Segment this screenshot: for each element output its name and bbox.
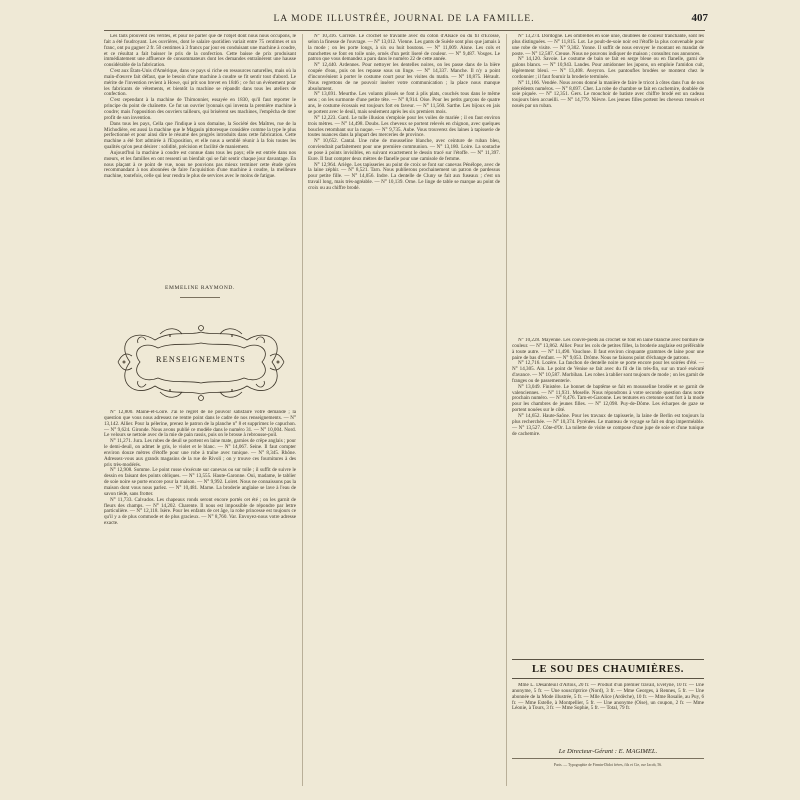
answer-paragraph: N° 10,316. Corrèze. Le crochet se travaille avec du coton d'Alsace ou du fil d'Écosse, selon la finesse de l'ouvrage. — N° 13,012. Vienne. Les gants de Suède sont plus que jamais à la mode ; on les porte longs, à six ou huit boutons. — N° 11,009. Aisne. Les cols et manchettes se font en toile unie, ornés d'un petit liseré de couleur. — N° 9,487. Vosges. Le patron que vous demandez a paru dans le numéro 22 de cette année. bbox=[308, 34, 500, 63]
signature-rule bbox=[180, 297, 220, 298]
printer-imprint: Paris. — Typographie de Firmin-Didot frères, fils et Cie, rue Jacob, 56. bbox=[553, 763, 663, 767]
footer-rule bbox=[512, 758, 704, 759]
answer-paragraph: N° 11,271. Jura. Les robes de deuil se portent en laine mate, garnies de crêpe anglais ; pour le demi-deuil, on admet le gris, le violet et le blanc. — N° 14,067. Seine. Il faut compter environ douze mètres d'étoffe pour une robe à traîne avec tunique. — N° 8,345. Rhône. Adressez-vous aux grands magasins de la rue de Rivoli ; on y trouve ces fournitures à des prix très-modérés. bbox=[104, 438, 296, 468]
answer-paragraph: N° 13,691. Meurthe. Les volants plissés se font à plis plats, couchés tous dans le même sens ; on les surmonte d'une petite tête. — N° 8,914. Oise. Pour les petits garçons de quatre ans, le costume écossais est toujours fort en faveur. — N° 11,560. Sarthe. Les bijoux en jais se portent avec le deuil, mais seulement après les six premiers mois. bbox=[308, 91, 500, 115]
donations-paragraph: Mme L. Desanteuil d'Artois, 20 fr. — Produit d'un premier travail, Evelyne, 10 fr. — Une anonyme, 5 fr. — Une souscriptrice (Nord), 3 fr. — Mme Georges, à Rennes, 5 fr. — Une abonnée de la Mode illustrée, 5 fr. — Mlle Alice (Ardèche), 10 fr. — Mme Rosalie, au Puy, 6 fr. — Mme Estelle, à Montpellier, 5 fr. — Une anonyme (Oise), un coupon, 2 fr. — Mme Léonie, à Tours, 3 fr. — Mme Sophie, 5 fr. — Total, 79 fr. bbox=[512, 683, 704, 712]
running-title: LA MODE ILLUSTRÉE, JOURNAL DE LA FAMILLE. bbox=[273, 13, 535, 24]
column-divider bbox=[302, 34, 303, 786]
banner-title: RENSEIGNEMENTS bbox=[152, 355, 250, 369]
answer-paragraph: N° 12,800. Maine-et-Loire. J'ai le regret de ne pouvoir satisfaire votre demande ; la question que vous nous adressez ne rentre point dans le cadre de nos renseignements. — N° 13,142. Allier. Pour la pélerine, prenez le patron de la planche n° 8 et supprimez le capuchon. — N° 9,624. Gironde. Nous avons publié ce modèle dans le numéro 31. — N° 10,004. Nord. Le velours se nettoie avec de la mie de pain rassis, puis on le brosse à rebrousse-poil. bbox=[104, 410, 296, 439]
answer-paragraph: N° 13,274. Dordogne. Les ombrelles en soie unie, doublées de couleur tranchante, sont les plus distinguées. — N° 11,815. Lot. Le poult-de-soie noir est l'étoffe la plus convenable pour une robe de visite. — N° 9,302. Yonne. Il suffit de nous envoyer le montant en mandat de poste. — N° 12,587. Creuse. Nous ne pouvons indiquer de maison ; consultez nos annonces. bbox=[512, 34, 704, 57]
header-rule bbox=[104, 30, 705, 31]
answer-paragraph: N° 12,223. Gard. Le tulle illusion s'emploie pour les voiles de mariée ; il en faut environ trois mètres. — N° 14,498. Doubs. Les cheveux se portent relevés en chignon, avec quelques boucles retombant sur la nuque. — N° 9,735. Aube. Vous trouverez des laines à tapisserie de toutes nuances dans la plupart des merceries de province. bbox=[308, 114, 500, 139]
answer-paragraph: N° 14,652. Haute-Saône. Pour les travaux de tapisserie, la laine de Berlin est toujours la plus recherchée. — N° 10,374. Pyrénées. Le manteau de voyage se fait en drap imperméable. — N° 13,527. Côte-d'Or. La toilette de visite se compose d'une jupe de soie et d'une tunique de cachemire. bbox=[512, 412, 704, 437]
article-paragraph: C'est cependant à la machine de Thimonnier, essayée en 1830, qu'il faut reporter le principe du point de chaînette. Ce fut un ouvrier lyonnais qui inventa la première machine à coudre; mais l'opposition des ouvriers tailleurs, qui brisèrent ses machines, l'empêcha de tirer profit de son invention. bbox=[104, 97, 296, 121]
answer-paragraph: N° 11,166. Vendée. Nous avons donné la manière de faire le tricot à côtes dans l'un de nos précédents numéros. — N° 8,697. Cher. La robe de chambre se fait en cachemire, doublée de soie piquée. — N° 12,351. Gers. Le mouchoir de batiste avec chiffre brodé est un cadeau toujours bien accueilli. — N° 14,779. Nièvre. Les jeunes filles portent les cheveux tressés et noués par un ruban. bbox=[512, 79, 704, 110]
renseignements-column-2 bbox=[308, 34, 500, 786]
renseignements-column-3-continued bbox=[512, 338, 704, 656]
answer-paragraph: N° 14,120. Savoie. Le costume de bain se fait en serge bleue ou en flanelle, garni de galons blancs. — N° 10,943. Landes. Pour amidonner les jupons, on emploie l'amidon cuit, légèrement bleui. — N° 13,408. Aveyron. Les pantoufles brodées se montent chez le cordonnier ; il faut fournir la broderie terminée. bbox=[512, 56, 704, 80]
article-paragraph: Aujourd'hui la machine à coudre est connue dans tous les pays; elle est entrée dans nos mœurs, et les familles en ont ressenti un bienfait qui se fait sentir chaque jour davantage. En nous plaçant à ce point de vue, nous ne pouvions pas mieux terminer cette étude qu'en recommandant à nos abonnées de faire l'acquisition d'une machine à coudre, la meilleure machine, toutefois, celle qui leur rendra le plus de services avec le moins de fatigue. bbox=[104, 149, 296, 180]
answer-paragraph: N° 12,908. Somme. Le point russe s'exécute sur canevas ou sur toile ; il suffit de suivre le dessin en faisant des points obliques. — N° 13,555. Haute-Garonne. Oui, madame, le tablier de soie noire se porte encore pour la maison. — N° 9,992. Loiret. Nous ne connaissons pas la maison dont vous nous parlez. — N° 10,481. Marne. La broderie anglaise se lave à l'eau de savon tiède, sans frotter. bbox=[104, 467, 296, 497]
renseignements-column-3 bbox=[512, 34, 704, 334]
article-paragraph: C'est aux États-Unis d'Amérique, dans ce pays si riche en ressources naturelles, mais où la main-d'œuvre fait défaut, que le besoin d'une machine à coudre se fit sentir tout d'abord. Le mérite de l'invention revient à Howe, qui prit son brevet en 1846 ; ce fut un événement pour les fabricants de vêtements, et bientôt la machine se répandit dans tous les ateliers de confection. bbox=[104, 68, 296, 98]
answer-paragraph: N° 12,716. Lozère. La fanchon de dentelle noire se porte encore pour les soirées d'été. — N° 14,305. Ain. Le point de Venise se fait avec du fil de lin très-fin, sur un tracé exécuté d'avance. — N° 10,587. Morbihan. Les robes à tablier sont toujours de mode ; on les garnit de franges ou de passementerie. bbox=[512, 360, 704, 384]
answer-paragraph: N° 13,049. Finistère. Le bonnet de baptême se fait en mousseline brodée et se garnit de valenciennes. — N° 11,931. Moselle. Nous répondrons à votre seconde question dans notre prochain numéro. — N° 8,476. Tarn-et-Garonne. Les tentures en cretonne sont fort à la mode pour les chambres de jeunes filles. — N° 12,098. Puy-de-Dôme. Les écharpes de gaze se portent nouées sur le côté. bbox=[512, 383, 704, 414]
author-signature: EMMELINE RAYMOND. bbox=[165, 285, 235, 291]
article-paragraph: Dans tous les pays, Cella que l'indique à son domaine, la Société des Maîtres, rue de la Michodière, est aussi la machine que le Magasin pittoresque considère comme la type le plus perfectionné et pour ainsi dire le résumé des progrès introduits dans cette fabrication. Cette machine a été fort admirée à l'Exposition, et elle nous a semblé réunir à la fois toutes les qualités qu'on peut désirer : solidité, précision et facilité de maniement. bbox=[104, 120, 296, 151]
renseignements-banner bbox=[110, 322, 292, 404]
article-paragraph: Les faits prouvent ces vérités, et pour ne parler que de l'objet dont nous nous occupons, le fait a été foudroyant. Les ouvrières, dont le salaire quotidien variait entre 75 centimes et un franc, ont pu gagner 2 fr. 50 centimes à 3 francs par jour en conduisant une machine à coudre, et ce résultat a fait baisser le prix de la confection. Cette baisse de prix produisant immédiatement une affluence de consommateurs dont les demandes entraînèrent une hausse considérable de la fabrication. bbox=[104, 34, 296, 69]
answer-paragraph: N° 12,964. Ariège. Les tapisseries au point de croix se font sur canevas Pénélope, avec de la laine zéphir. — N° 8,521. Tarn. Nous publierons prochainement un patron de pardessus pour petite fille. — N° 14,056. Indre. La dentelle de Cluny se fait aux fuseaux ; c'est un travail long, mais très-agréable. — N° 10,139. Orne. Le linge de table se marque au point de croix ou au chiffre brodé. bbox=[308, 161, 500, 191]
answer-paragraph: N° 12,440. Ardennes. Pour nettoyer les dentelles noires, on les passe dans de la bière coupée d'eau, puis on les repasse sous un linge. — N° 14,337. Manche. Il n'y a point d'inconvénient à porter le costume court pour les visites du matin. — N° 10,875. Hérault. Nous regrettons de ne pouvoir insérer votre communication ; la place nous manque absolument. bbox=[308, 62, 500, 92]
column-divider bbox=[506, 34, 507, 786]
donations-list bbox=[512, 683, 704, 741]
section-rule bbox=[512, 659, 704, 660]
section-rule bbox=[512, 678, 704, 679]
answer-paragraph: N° 11,733. Calvados. Les chapeaux ronds seront encore portés cet été ; on les garnit de fleurs des champs. — N° 14,202. Charente. Il nous est impossible de répondre par lettre particulière. — N° 12,118. Isère. Pour les enfants de cet âge, la robe princesse est toujours ce qu'il y a de plus commode et de plus gracieux. — N° 8,760. Var. Envoyez-nous votre adresse exacte. bbox=[104, 496, 296, 527]
renseignements-column-1 bbox=[104, 410, 296, 786]
article-column-1 bbox=[104, 34, 296, 280]
section-title: LE SOU DES CHAUMIÈRES. bbox=[531, 664, 685, 675]
answer-paragraph: N° 10,228. Mayenne. Les couvre-pieds au crochet se font en laine blanche avec bordure de couleur. — N° 13,862. Allier. Pour les cols de petites filles, la broderie anglaise est préférable à toute autre. — N° 11,490. Vaucluse. Il faut environ cinquante grammes de laine pour une paire de bas d'enfant. — N° 9,053. Drôme. Nous ne faisons point d'échange de patrons. bbox=[512, 338, 704, 361]
editor-signature: Le Directeur-Gérant : E. MAGIMEL. bbox=[558, 748, 658, 755]
answer-paragraph: N° 10,652. Cantal. Une robe de mousseline blanche, avec ceinture de ruban bleu, conviendrait parfaitement pour une première communion. — N° 13,180. Loire. La soutache se pose à points invisibles, en suivant exactement le dessin tracé sur l'étoffe. — N° 11,397. Eure. Il faut compter deux mètres de flanelle pour une camisole de femme. bbox=[308, 138, 500, 162]
page-number: 407 bbox=[691, 12, 708, 24]
